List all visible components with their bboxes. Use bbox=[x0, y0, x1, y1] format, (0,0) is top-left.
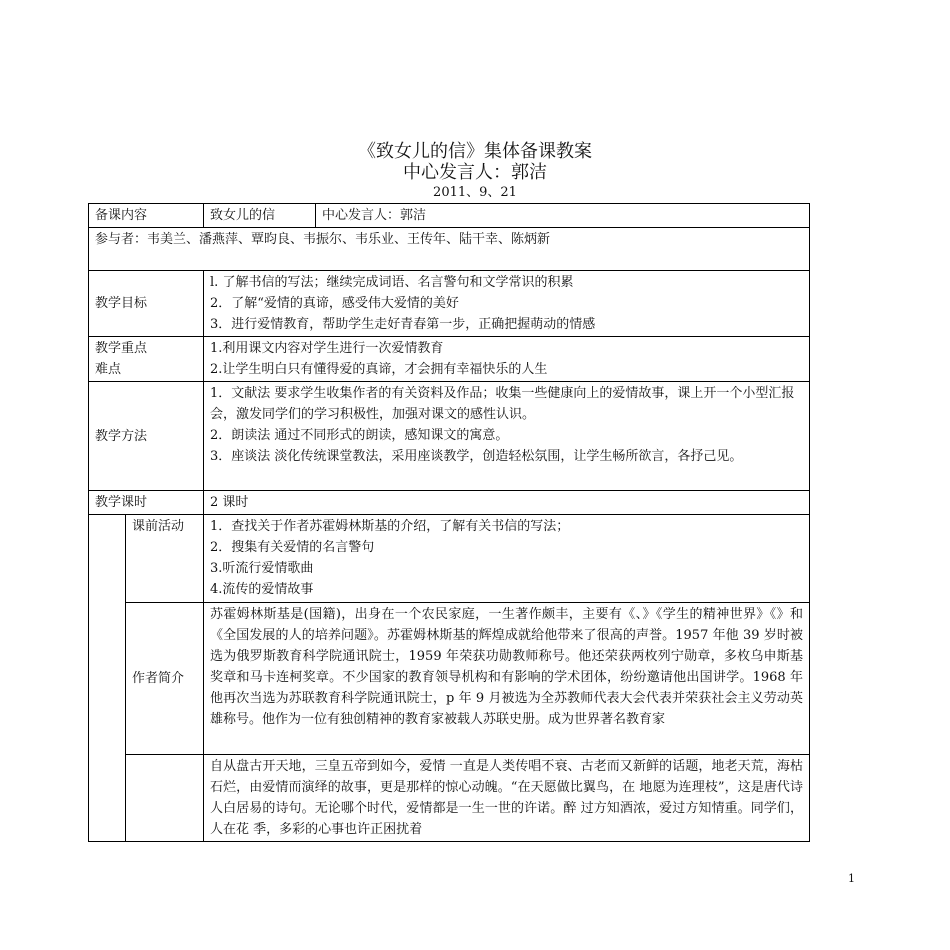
focus-item-1: 1.利用课文内容对学生进行一次爱情教育 bbox=[210, 341, 444, 356]
preclass-item-1: 1．查找关于作者苏霍姆林斯基的介绍，了解有关书信的写法； bbox=[210, 519, 570, 534]
method-item-1: 1．文献法 要求学生收集作者的有关资料及作品；收集一些健康向上的爱情故事，课上开一个小型汇报会，激发同学们的学习积极性，加强对课文的感性认识。 bbox=[210, 386, 795, 422]
cell-participants: 参与者：韦美兰、潘燕萍、覃昀良、韦振尔、韦乐业、王传年、陆干幸、陈炳新 bbox=[89, 228, 810, 271]
speaker-heading: 中心发言人：郭洁 bbox=[403, 162, 547, 183]
preclass-item-4: 4.流传的爱情故事 bbox=[210, 582, 314, 597]
cell-goals bbox=[204, 271, 810, 337]
document-date: 2011、9、21 bbox=[433, 185, 517, 200]
focus-item-2: 2.让学生明白只有懂得爱的真谛，才会拥有幸福快乐的人生 bbox=[210, 362, 548, 377]
cell-intro: 自从盘古开天地，三皇五帝到如今，爱情 一直是人类传唱不衰、古老而又新鲜的话题，地老天荒，海枯石烂，由爱情而演绎的故事，更是那样的惊心动魄。“在天愿做比翼鸟，在 地愿为连理枝”，这是唐代诗人白居易的诗句。无论哪个时代，爱情都是一生一世的许诺。醉 过方知酒浓，爱过方知情重。同学们，人在花 季，多彩的心事也许正困扰着 bbox=[204, 755, 810, 842]
goal-item-2: 2．了解“爱情的真谛，感受伟大爱情的美好 bbox=[210, 296, 459, 311]
cell-hours: 2 课时 bbox=[204, 491, 810, 515]
preclass-item-3: 3.听流行爱情歌曲 bbox=[210, 561, 314, 576]
cell-label-author: 作者简介 bbox=[126, 603, 204, 755]
cell-label-goals: 教学目标 bbox=[89, 271, 204, 337]
goal-item-3: 3．进行爱情教育，帮助学生走好青春第一步，正确把握萌动的情感 bbox=[210, 317, 596, 332]
focus-label-line2: 难点 bbox=[95, 362, 122, 377]
cell-focus bbox=[204, 337, 810, 382]
cell-label-hours: 教学课时 bbox=[89, 491, 204, 515]
cell-label-preclass: 课前活动 bbox=[126, 515, 204, 603]
document-title: 《致女儿的信》集体备课教案 bbox=[358, 141, 592, 162]
focus-label-line1: 教学重点 bbox=[95, 341, 148, 356]
preclass-item-2: 2．搜集有关爱情的名言警句 bbox=[210, 540, 375, 555]
cell-preclass bbox=[204, 515, 810, 603]
method-item-3: 3．座谈法 淡化传统课堂教法，采用座谈教学，创造轻松氛围，让学生畅所欲言，各抒己见。 bbox=[210, 449, 743, 464]
cell-blank-left bbox=[89, 515, 126, 842]
goal-item-1: l. 了解书信的写法；继续完成词语、名言警句和文学常识的积累 bbox=[210, 275, 574, 290]
method-item-2: 2．朗读法 通过不同形式的朗读，感知课文的寓意。 bbox=[210, 428, 509, 443]
cell-label-focus bbox=[89, 337, 204, 382]
cell-label-content: 备课内容 bbox=[89, 204, 204, 228]
cell-speaker: 中心发言人：郭洁 bbox=[316, 204, 810, 228]
cell-methods bbox=[204, 382, 810, 491]
page-number: 1 bbox=[848, 872, 855, 885]
cell-content-value: 致女儿的信 bbox=[204, 204, 316, 228]
lesson-plan-table bbox=[88, 203, 810, 842]
cell-label-methods: 教学方法 bbox=[89, 382, 204, 491]
cell-blank-intro-label bbox=[126, 755, 204, 842]
cell-author: 苏霍姆林斯基是(国籍)，出身在一个农民家庭，一生著作颇丰，主要有《、》《学生的精神世界》《》和《全国发展的人的培养问题》。苏霍姆林斯基的辉煌成就给他带来了很高的声誉。1957 年他 39 岁时被选为俄罗斯教育科学院通讯院士，1959 年荣获功勋教师称号。他还荣获两枚列宁勋章，多枚乌申斯基奖章和马卡连柯奖章。不少国家的教育领导机构和有影响的学术团体，纷纷邀请他出国讲学。1968 年他再次当选为苏联教育科学院通讯院士，p 年 9 月被选为全苏教师代表大会代表并荣获社会主义劳动英雄称号。他作为一位有独创精神的教育家被载人苏联史册。成为世界著名教育家 bbox=[204, 603, 810, 755]
